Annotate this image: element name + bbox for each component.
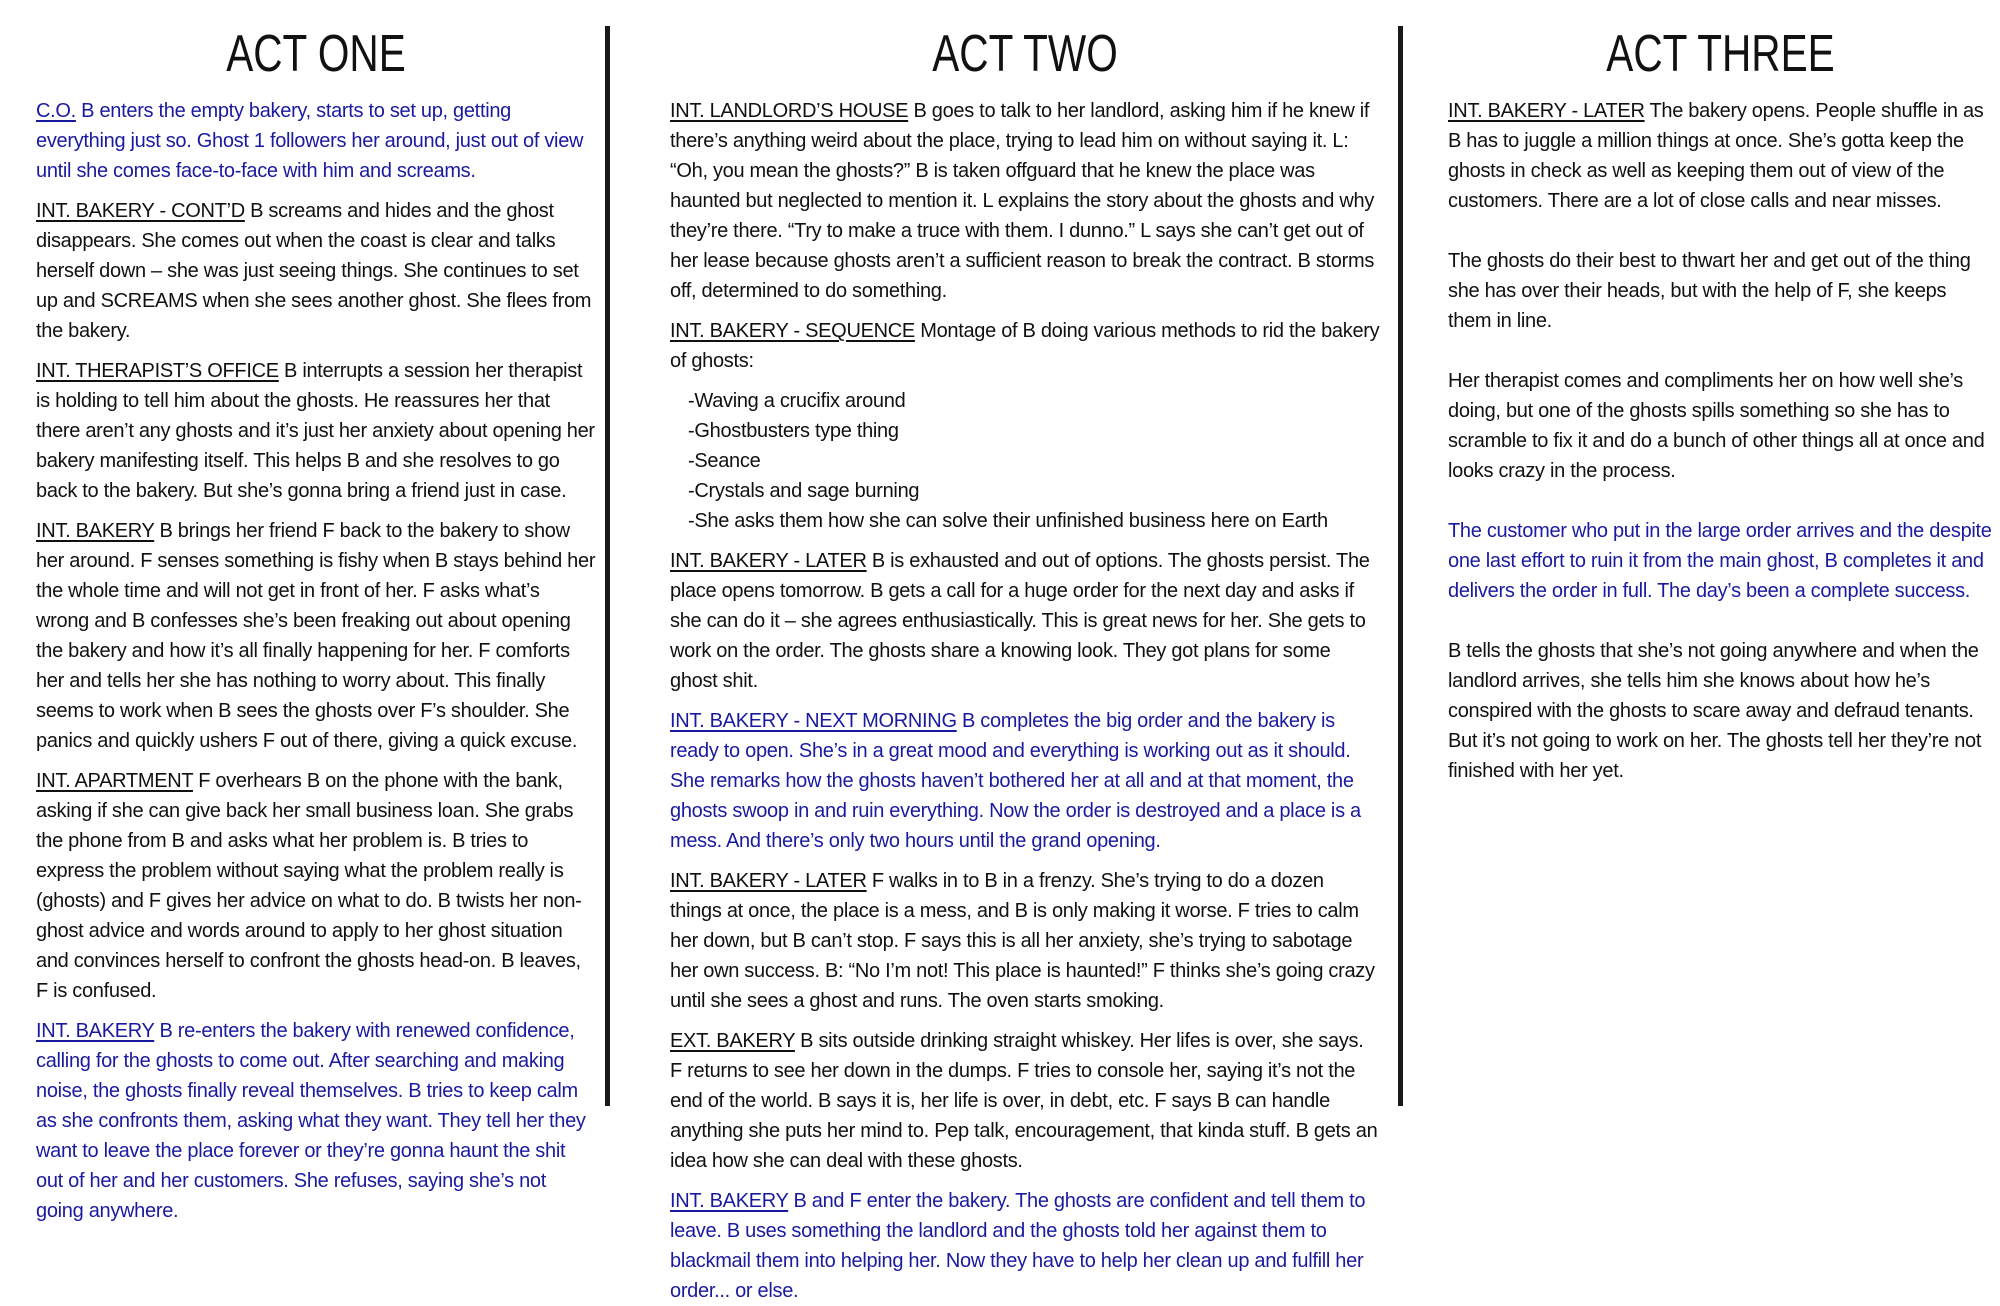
scene-paragraph xyxy=(1448,366,1993,486)
scene-heading: INT. BAKERY - CONT’D xyxy=(36,200,245,222)
act-one-title: ACT ONE xyxy=(226,25,406,83)
montage-list xyxy=(688,386,1380,536)
scene-paragraph xyxy=(36,1016,596,1226)
scene-heading: EXT. BAKERY xyxy=(670,1030,795,1052)
act-two-title: ACT TWO xyxy=(932,25,1118,83)
montage-list-item: -Ghostbusters type thing xyxy=(688,420,899,442)
scene-paragraph xyxy=(36,516,596,756)
act-two-paragraphs-after xyxy=(670,546,1380,1306)
scene-text: B enters the empty bakery, starts to set up, getting everything just so. Ghost 1 followers her around, just out of view until she comes face-to-face with him and screams. xyxy=(36,100,584,182)
scene-heading: C.O. xyxy=(36,100,76,122)
montage-list-item: -She asks them how she can solve their unfinished business here on Earth xyxy=(688,510,1328,532)
scene-paragraph xyxy=(1448,636,1993,786)
montage-list-item: -Crystals and sage burning xyxy=(688,480,920,502)
scene-paragraph xyxy=(670,316,1380,376)
scene-heading: INT. BAKERY - LATER xyxy=(670,870,867,892)
scene-paragraph xyxy=(670,1186,1380,1306)
scene-text: B and F enter the bakery. The ghosts are confident and tell them to leave. B uses something the landlord and the ghosts told her against them to blackmail them into helping her. Now they have to help her clean up and fulfill her order... or else. xyxy=(670,1190,1366,1302)
scene-paragraph xyxy=(1448,96,1993,216)
montage-list-item: -Seance xyxy=(688,450,761,472)
scene-heading: INT. BAKERY - NEXT MORNING xyxy=(670,710,957,732)
scene-paragraph xyxy=(36,356,596,506)
scene-heading: INT. BAKERY - LATER xyxy=(1448,100,1645,122)
act-one-paragraphs xyxy=(36,96,596,1226)
scene-text: F walks in to B in a frenzy. She’s trying to do a dozen things at once, the place is a mess, and B is only making it worse. F tries to calm her down, but B can’t stop. F says this is all her anxiety, she’s trying to sabotage her own success. B: “No I’m not! This place is haunted!” F thinks she’s going crazy until she sees a ghost and runs. The oven starts smoking. xyxy=(670,870,1375,1012)
act-one-column xyxy=(36,0,596,1222)
scene-text: B screams and hides and the ghost disappears. She comes out when the coast is clear and talks herself down – she was just seeing things. She continues to set up and SCREAMS when she sees another ghost. She flees from the bakery. xyxy=(36,200,592,342)
scene-text: B brings her friend F back to the bakery to show her around. F senses something is fishy when B stays behind her the whole time and will not get in front of her. F asks what’s wrong and B confesses she’s been freaking out about opening the bakery and how it’s all finally happening for her. F comforts her and tells her she has nothing to worry about. This finally seems to work when B sees the ghosts over F’s shoulder. She panics and quickly ushers F out of there, giving a quick excuse. xyxy=(36,520,596,752)
scene-heading: INT. THERAPIST’S OFFICE xyxy=(36,360,279,382)
scene-text: The bakery opens. People shuffle in as B has to juggle a million things at once. She’s gotta keep the ghosts in check as well as keeping them out of view of the customers. There are a lot of close calls and near misses. xyxy=(1448,100,1984,212)
scene-text: B tells the ghosts that she’s not going anywhere and when the landlord arrives, she tells him she knows about how he’s conspired with the ghosts to scare away and defraud tenants. But it’s not going to work on her. The ghosts tell her they’re not finished with her yet. xyxy=(1448,640,1982,782)
scene-paragraph xyxy=(1448,246,1993,336)
scene-text: B interrupts a session her therapist is holding to tell him about the ghosts. He reassures her that there aren’t any ghosts and it’s just her anxiety about opening her bakery manifesting itself. This helps B and she resolves to go back to the bakery. But she’s gonna bring a friend just in case. xyxy=(36,360,595,502)
scene-paragraph xyxy=(670,546,1380,696)
scene-paragraph xyxy=(670,96,1380,306)
act-two-column xyxy=(670,0,1380,1302)
scene-heading: INT. LANDLORD’S HOUSE xyxy=(670,100,909,122)
scene-heading: INT. BAKERY - SEQUENCE xyxy=(670,320,915,342)
scene-paragraph xyxy=(670,706,1380,856)
scene-text: The ghosts do their best to thwart her and get out of the thing she has over their heads, but with the help of F, she keeps them in line. xyxy=(1448,250,1971,332)
montage-list-item: -Waving a crucifix around xyxy=(688,390,906,412)
scene-text: B re-enters the bakery with renewed confidence, calling for the ghosts to come out. After searching and making noise, the ghosts finally reveal themselves. B tries to keep calm as she confronts them, asking what they want. They tell her they want to leave the place forever or they’re gonna haunt the shit out of her and her customers. She refuses, saying she’s not going anywhere. xyxy=(36,1020,586,1222)
scene-heading: INT. BAKERY xyxy=(36,520,155,542)
scene-text: B goes to talk to her landlord, asking him if he knew if there’s anything weird about the place, trying to lead him on without saying it. L: “Oh, you mean the ghosts?” B is taken offguard that he knew the place was haunted but neglected to mention it. L explains the story about the ghosts and why they’re there. “Try to make a truce with them. I dunno.” L says she can’t get out of her lease because ghosts aren’t a sufficient reason to break the contract. B storms off, determined to do something. xyxy=(670,100,1375,302)
scene-text: B sits outside drinking straight whiskey. Her lifes is over, she says. F returns to see her down in the dumps. F tries to console her, saying it’s not the end of the world. B says it is, her life is over, in debt, etc. F says B can handle anything she puts her mind to. Pep talk, encouragement, that kinda stuff. B gets an idea how she can deal with these ghosts. xyxy=(670,1030,1378,1172)
scene-heading: INT. BAKERY xyxy=(36,1020,155,1042)
act-two-paragraphs xyxy=(670,96,1380,376)
scene-heading: INT. BAKERY - LATER xyxy=(670,550,867,572)
scene-text: The customer who put in the large order arrives and the despite one last effort to ruin it from the main ghost, B completes it and delivers the order in full. The day’s been a complete success. xyxy=(1448,520,1992,602)
scene-paragraph xyxy=(670,866,1380,1016)
scene-paragraph xyxy=(36,96,596,186)
scene-text: B completes the big order and the bakery is ready to open. She’s in a great mood and everything is working out as it should. She remarks how the ghosts haven’t bothered her at all and at that moment, the ghosts swoop in and ruin everything. Now the order is destroyed and a place is a mess. And there’s only two hours until the grand opening. xyxy=(670,710,1361,852)
scene-text: F overhears B on the phone with the bank, asking if she can give back her small business loan. She grabs the phone from B and asks what her problem is. B tries to express the problem without saying what the problem really is (ghosts) and F gives her advice on what to do. B twists her non-ghost advice and words around to apply to her ghost situation and convinces herself to confront the ghosts head-on. B leaves, F is confused. xyxy=(36,770,582,1002)
scene-paragraph xyxy=(36,766,596,1006)
scene-text: B is exhausted and out of options. The ghosts persist. The place opens tomorrow. B gets a call for a huge order for the next day and asks if she can do it – she agrees enthusiastically. This is great news for her. She gets to work on the order. The ghosts share a knowing look. They got plans for some ghost shit. xyxy=(670,550,1370,692)
column-divider-1 xyxy=(605,26,610,1106)
scene-text: Montage of B doing various methods to rid the bakery of ghosts: xyxy=(670,320,1380,372)
scene-text: Her therapist comes and compliments her on how well she’s doing, but one of the ghosts spills something so she has to scramble to fix it and do a bunch of other things all at once and looks crazy in the process. xyxy=(1448,370,1985,482)
scene-paragraph xyxy=(36,196,596,346)
scene-heading: INT. APARTMENT xyxy=(36,770,193,792)
scene-paragraph xyxy=(670,1026,1380,1176)
column-divider-2 xyxy=(1398,26,1403,1106)
scene-heading: INT. BAKERY xyxy=(670,1190,789,1212)
scene-paragraph xyxy=(1448,516,1993,606)
act-three-title: ACT THREE xyxy=(1606,25,1835,83)
act-three-column xyxy=(1448,0,1993,1125)
act-three-paragraphs xyxy=(1448,96,1993,786)
